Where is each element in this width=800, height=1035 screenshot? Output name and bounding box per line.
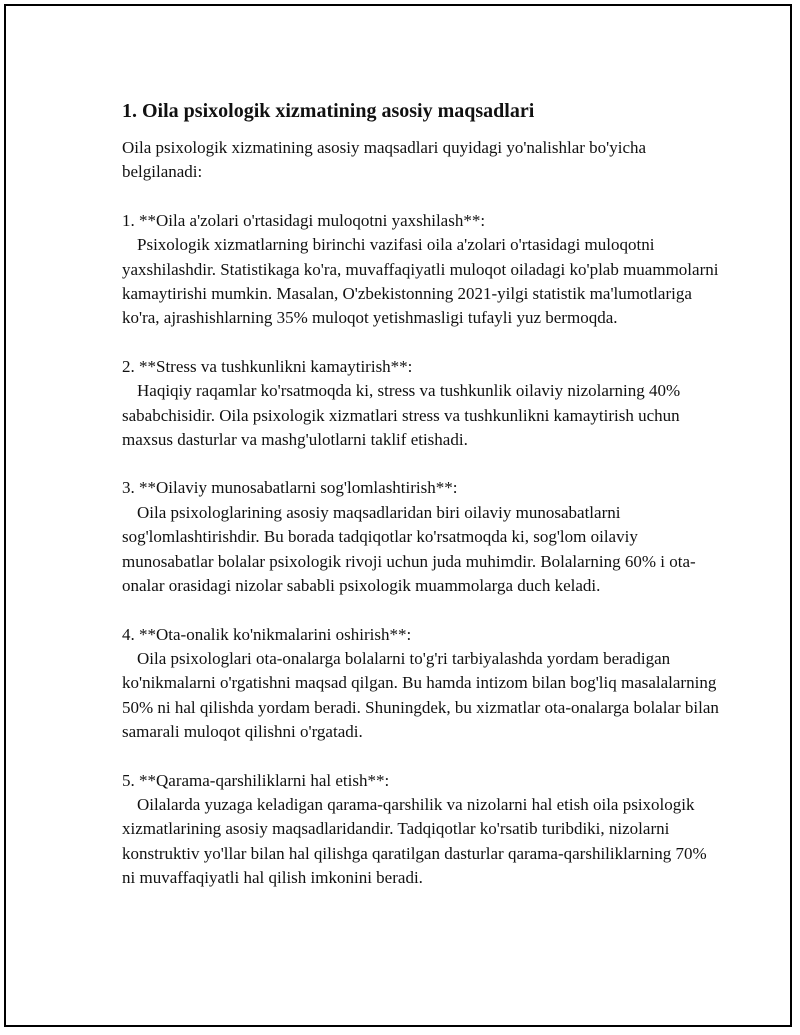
goal-body: Psixologik xizmatlarning birinchi vazifasi oila a'zolari o'rtasidagi muloqotni yaxshilashdir. Statistikaga ko'ra, muvaffaqiyatli muloqot oiladagi ko'plab muammolarni kamaytirishi mumkin. Masalan, O'zbekistonning 2021-yilgi statistik ma'lumotlariga ko'ra, ajrashishlarning 35% muloqot yetishmasligi tufayli yuz bermoqda.	[122, 235, 719, 328]
intro-paragraph: Oila psixologik xizmatining asosiy maqsadlari quyidagi yo'nalishlar bo'yicha belgilanadi:	[122, 138, 647, 182]
goal-title: 3. **Oilaviy munosabatlarni sog'lomlashtirish**:	[122, 478, 458, 498]
goal-section-5	[122, 769, 722, 891]
goal-title: 4. **Ota-onalik ko'nikmalarini oshirish**:	[122, 624, 412, 644]
goal-body: Haqiqiy raqamlar ko'rsatmoqda ki, stress va tushkunlik oilaviy nizolarning 40% sababchisidir. Oila psixologik xizmatlari stress va tushkunlikni kamaytirish uchun maxsus dasturlar va mashg'ulotlarni taklif etishadi.	[122, 381, 681, 450]
goal-body: Oilalarda yuzaga keladigan qarama-qarshilik va nizolarni hal etish oila psixologik xizmatlarining asosiy maqsadlaridandir. Tadqiqotlar ko'rsatib turibdiki, nizolarni konstruktiv yo'llar bilan hal qilishga qaratilgan dasturlar qarama-qarshiliklarning 70% ni muvaffaqiyatli hal qilish imkonini beradi.	[122, 794, 707, 888]
goal-section-3	[122, 476, 722, 598]
goal-title: 5. **Qarama-qarshiliklarni hal etish**:	[122, 770, 390, 790]
goal-section-2	[122, 355, 722, 453]
goal-title: 1. **Oila a'zolari o'rtasidagi muloqotni yaxshilash**:	[122, 210, 486, 230]
document-page	[4, 4, 792, 1027]
section-heading: 1. Oila psixologik xizmatining asosiy maqsadlari	[122, 100, 535, 122]
goal-section-1	[122, 209, 722, 331]
goal-body: Oila psixologlarining asosiy maqsadlaridan biri oilaviy munosabatlarni sog'lomlashtirishdir. Bu borada tadqiqotlar ko'rsatmoqda ki, sog'lom oilaviy munosabatlar bolalar psixologik rivoji uchun juda muhimdir. Bolalarning 60% i ota-onalar orasidagi nizolar sababli psixologik muammolarga duch keladi.	[122, 502, 696, 596]
document-content	[122, 97, 722, 891]
goal-title: 2. **Stress va tushkunlikni kamaytirish**:	[122, 356, 413, 376]
goal-body: Oila psixologlari ota-onalarga bolalarni to'g'ri tarbiyalashda yordam beradigan ko'nikmalarni o'rgatishni maqsad qilgan. Bu hamda intizom bilan bog'liq masalalarning 50% ni hal qilishda yordam beradi. Shuningdek, bu xizmatlar ota-onalarga bolalar bilan samarali muloqot qilishni o'rgatadi.	[122, 648, 719, 742]
goal-section-4	[122, 623, 722, 745]
